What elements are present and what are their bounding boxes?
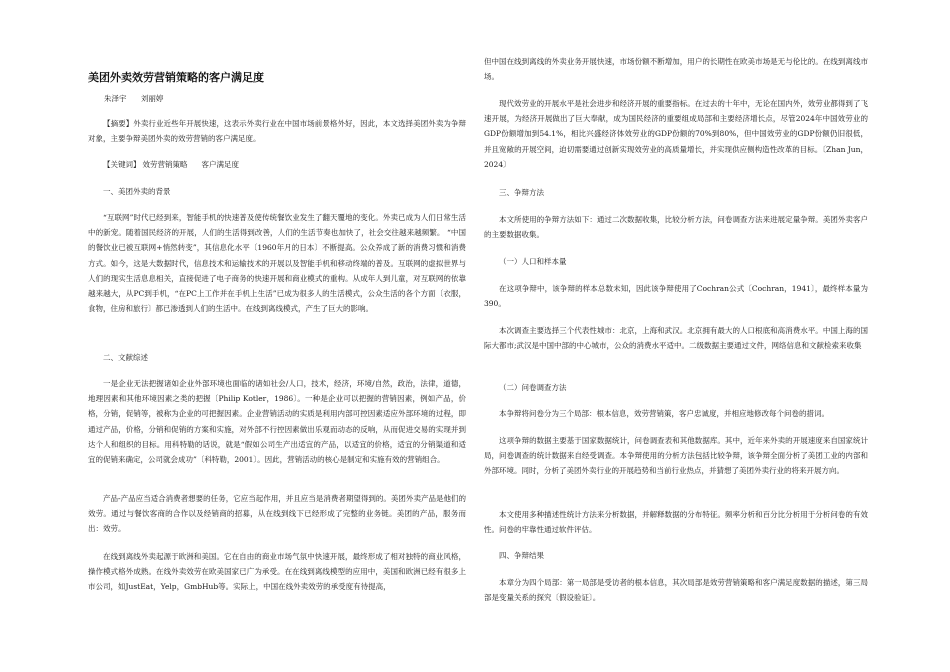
body-paragraph: 现代效劳业的开展水平是社会进步和经济开展的重要指标。在过去的十年中，无论在国内外，效劳业都得到了飞速开展，为经济开展做出了巨大奉献，成为国民经济的重要组成局部和主要经济增长点，尽管2024年中国效劳业的GDP份额增加到54.1%，相比兴盛经济体效劳业的GDP份额的70%到80%，但中国效劳业的GDP份额仍旧很低，并且宽敞的开展空间，迫切需要通过创新实现效劳业的高质量增长，并实现供应侧构造性改革的目标。〔Zhan Jun，2024〕 [484,99,868,169]
body-paragraph: 本章分为四个局部：第一局部是受访者的根本信息，其次局部是效劳营销策略和客户满足度数据的描述，第三局部是变量关系的探究〔假设验证〕。 [484,578,868,603]
body-paragraph: 一是企业无法把握诸如企业外部环境也面临的诸如社会/人口，技术，经济，环境/自然，政治，法律，道德，地理因素和其他环境因素之类的把握〔Philip Kotler，1986〕。一种是企业可以把握的营销因素，例如产品，价格，分销，促销等，被称为企业的可把握因素。企业营销活动的实质是利用内部可控因素适应外部环境的过程，即通过产品，价格，分销和促销的方案和实施，对外部不行控因素做出乐观而动态的反响，从而促进交易的实现并到达个人和组织的目标。用科特勒的话说，就是“假如公司生产出适宜的产品，以适宜的价格，适宜的分销渠道和适宜的促销来确定，公司就会成功”〔科特勒，2001〕。因此，营销活动的核心是制定和实施有效的营销组合。 [88,379,466,465]
author-list [104,93,163,104]
body-paragraph: 产品-产品应当适合消费者想要的任务，它应当起作用，并且应当是消费者期望得到的。美团外卖产品是他们的效劳。通过与餐饮客商的合作以及经销商的招募，从在线到线下已经形成了完整的业务链。美团的产品，服务而出：效劳。 [88,494,466,534]
abstract-text: 外卖行业近些年开展快速，这表示外卖行业在中国市场前景格外好，因此，本文选择美团外卖为争辩对象，主要争辩美团外卖的效劳营销的客户满足度。 [88,119,467,144]
section-heading-method: 三、争辩方法 [499,188,544,197]
body-paragraph-continued: 但中国在线到离线的外卖业务开展快速，市场份额不断增加，用户的长期性在欧美市场是无与伦比的。在线到离线市场。 [484,57,868,82]
section-heading-results: 四、争辩结果 [499,551,544,560]
abstract [88,116,466,146]
subsection-heading-questionnaire: （二）问卷调查方法 [499,383,567,392]
section-heading-background: 一、美团外卖的背景 [103,187,171,196]
abstract-label: 【摘要】 [103,119,134,128]
body-paragraph: 本文使用多种描述性统计方法来分析数据，并解释数据的分布特征。频率分析和百分比分析用于分析问卷的有效性。问卷的牢靠性通过软件评估。 [484,510,868,535]
body-paragraph: 本争辩将问卷分为三个局部：根本信息，效劳营销策，客户忠诚度，并相应地修改每个问卷的措词。 [499,409,829,418]
body-paragraph: 本次调查主要选择三个代表性城市：北京，上海和武汉。北京拥有最大的人口根底和高消费水平。中国上海的国际大都市;武汉是中国中部的中心城市，公众的消费水平适中。二级数据主要通过文件，网络信息和文献检索来收集 [484,326,868,351]
body-paragraph: “互联网”时代已经到来，智能手机的快速普及使传统餐饮业发生了翻天覆地的变化。外卖已成为人们日常生活中的新宠。随着国民经济的开展，人们的生活得到改善，人们的生活节奏也加快了，社会交往越来越频繁。 “中国的餐饮业已被互联网+悄然转变”，其信息化水平〔1960年月的日本〕不断提高。公众养成了新的消费习惯和消费方式。如今，这是大数据时代，信息技术和运输技术的开展以及智能手机和移动终端的普及。互联网的虚拟世界与人们的现实生活息息相关，直接促进了电子商务的快速开展和商业模式的重构。从成年人到儿童，对互联网的依靠越来越大，从PC到手机，“在PC上工作并在手机上生活”已成为很多人的生活模式，公众生活的各个方面〔衣服，食物，住房和旅行〕都已渗透到人们的生活中。在线到离线模式，产生了巨大的影响。 [88,213,466,314]
body-paragraph: 本文所使用的争辩方法如下：通过二次数据收集，比较分析方法，问卷调查方法来进展定量争辩。美团外卖客户的主要数据收集。 [484,215,868,240]
keyword-item: 效劳营销策略 [142,160,188,169]
section-heading-literature: 二、文献综述 [103,353,148,362]
body-paragraph: 在线到离线外卖起源于欧洲和美国。它在自由的商业市场气氛中快速开展，最终形成了相对独特的商业风格，操作模式格外成熟。在线外卖效劳在欧美国家已广为承受。在在线到离线模型的应用中，美国和欧洲已经有很多上市公司，如JustEat，Yelp，GmbHub等。实际上，中国在线外卖效劳的承受度有待提高， [88,552,466,592]
author-name: 朱泽宇 [104,94,127,103]
subsection-heading-sample: （一）人口和样本量 [499,257,567,266]
body-paragraph: 在这项争辩中，该争辩的样本总数未知，因此该争辩使用了Cochran公式〔Cochran，1941〕，最终样本量为390。 [484,284,868,309]
paper-title: 美团外卖效劳营销策略的客户满足度 [88,71,264,84]
keywords [88,157,466,172]
body-paragraph: 这项争辩的数据主要基于国家数据统计，问卷调查表和其他数据库。其中，近年来外卖的开展速度来自国家统计局，问卷调查的统计数据来自经受调查。本争辩使用的分析方法包括比较争辩，该争辩全面分析了美团工业的内部和外部环境。同时，分析了美团外卖行业的开展趋势和当前行业热点，并猜想了美团外卖行业的将来开展方向。 [484,436,868,476]
keywords-label: 【关键词】 [103,160,141,169]
keyword-item: 客户满足度 [201,160,239,169]
author-name: 刘丽婷 [140,94,164,103]
